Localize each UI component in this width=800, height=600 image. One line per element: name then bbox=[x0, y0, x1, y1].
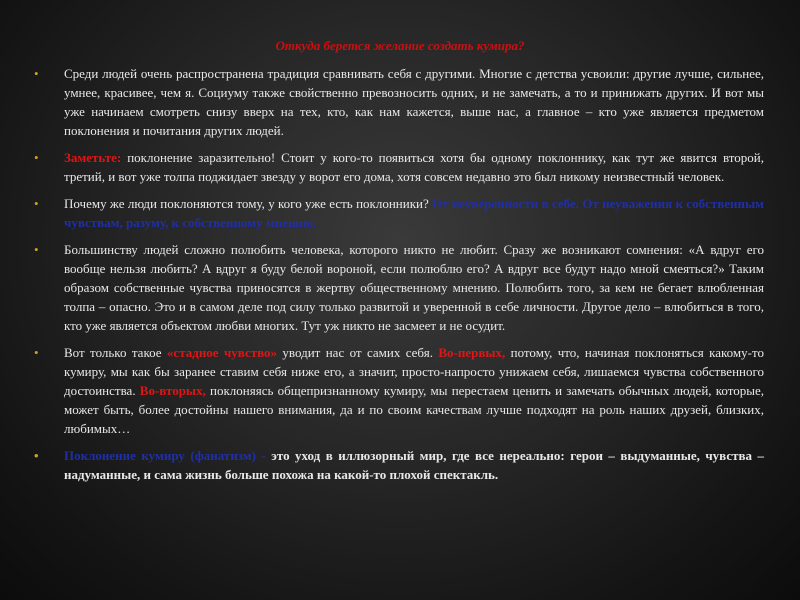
paragraph-text: Вот только такое bbox=[64, 345, 167, 360]
highlight-blue: Поклонение кумиру (фанатизм) - bbox=[64, 448, 266, 463]
paragraph-text: Большинству людей сложно полюбить человека, которого никто не любит. Сразу же возникают сомнения: «А вдруг его вообще нельзя любить? А вдруг я буду белой вороной, если полюблю его? А вдруг все будут надо мной смеяться?» Таким образом собственные чувства приносятся в жертву общественному мнению. Полюбить того, за кем не бегает влюбленная толпа – опасно. Это и в самом деле под силу только развитой и уверенной в себе личности. Другое дело – влюбиться в того, кто уже является объектом любви многих. Тут уж никто не засмеет и не осудит. bbox=[64, 242, 764, 333]
list-item bbox=[34, 240, 764, 335]
highlight-red: Заметьте: bbox=[64, 150, 122, 165]
bullet-icon: • bbox=[34, 345, 39, 360]
list-item bbox=[34, 446, 764, 484]
list-item bbox=[34, 343, 764, 438]
paragraph-text: это уход в иллюзорный мир, где все нереально: герои – выдуманные, чувства – надуманные, и сама жизнь больше похожа на какой-то плохой спектакль. bbox=[64, 448, 764, 482]
paragraph-text: поклоняясь общепризнанному кумиру, мы перестаем ценить и замечать обычных людей, которые, может быть, более достойны нашего внимания, да и по своим качествам лучше подходят на роль наших друзей, близких, любимых… bbox=[64, 383, 764, 436]
bullet-icon: • bbox=[34, 196, 39, 211]
highlight-red: «стадное чувство» bbox=[166, 345, 278, 360]
highlight-red: Во-вторых, bbox=[139, 383, 206, 398]
highlight-blue: От неуверенности в себе. От неуважения к собственным чувствам, разуму, к собственному мнению. bbox=[64, 196, 764, 230]
list-item bbox=[34, 194, 764, 232]
bullet-icon: • bbox=[34, 150, 39, 165]
paragraph-text: Среди людей очень распространена традиция сравнивать себя с другими. Многие с детства усвоили: другие лучше, сильнее, умнее, красивее, чем я. Социуму также свойственно превозносить одних, и не замечать, а то и принижать других. И вот мы уже начинаем смотреть снизу вверх на тех, кто, как нам кажется, выше нас, а главное – кто уже является предметом поклонения и почитания других людей. bbox=[64, 66, 764, 138]
paragraph-text: уводит нас от самих себя. bbox=[277, 345, 439, 360]
slide-title: Откуда берется желание создать кумира? bbox=[275, 38, 525, 53]
paragraph-text: поклонение заразительно! Стоит у кого-то появиться хотя бы одному поклоннику, как тут же явится второй, третий, и вот уже толпа поджидает звезду у ворот его дома, хотя совсем недавно это был никому неизвестный человек. bbox=[64, 150, 764, 184]
list-item bbox=[34, 148, 764, 186]
bullet-icon: • bbox=[34, 448, 39, 463]
paragraph-text: Почему же люди поклоняются тому, у кого уже есть поклонники? bbox=[64, 196, 433, 211]
list-item bbox=[34, 64, 764, 140]
bullet-list bbox=[34, 64, 764, 492]
bullet-icon: • bbox=[34, 66, 39, 81]
highlight-red: Во-первых, bbox=[438, 345, 506, 360]
bullet-icon: • bbox=[34, 242, 39, 257]
paragraph-text: потому, что, начиная поклоняться какому-то кумиру, мы как бы заранее ставим себя ниже его, а значит, просто-напросто унижаем себя, лишаемся чувства собственного достоинства. bbox=[64, 345, 764, 398]
